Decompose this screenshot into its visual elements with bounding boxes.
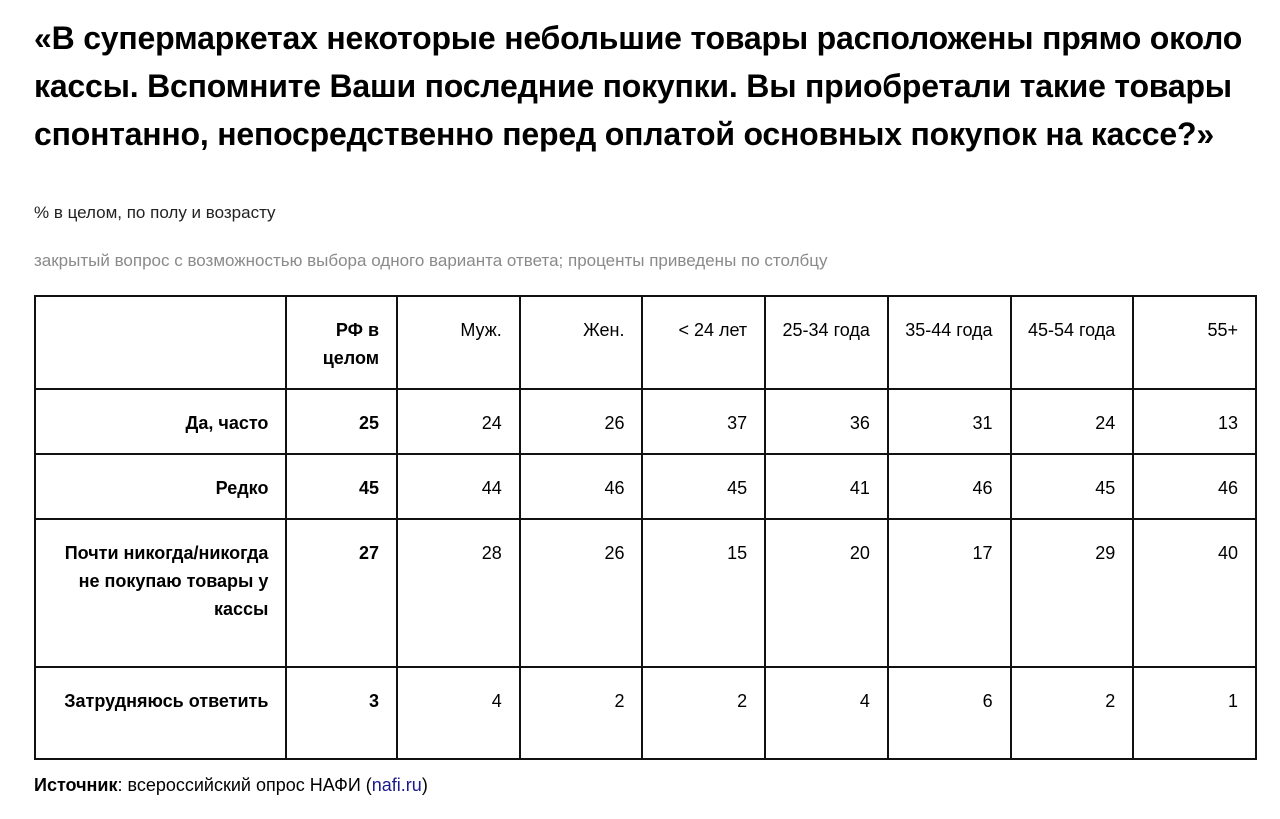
table-cell: 15 <box>642 519 765 667</box>
table-cell: 37 <box>642 389 765 454</box>
table-row <box>35 667 1256 759</box>
page-title: «В супермаркетах некоторые небольшие товары расположены прямо около кассы. Вспомните Ваши последние покупки. Вы приобретали такие товары спонтанно, непосредственно перед оплатой основных покупок на кассе?» <box>34 20 1243 152</box>
table-cell: 46 <box>888 454 1011 519</box>
column-header: 35-44 года <box>888 296 1011 389</box>
table-cell: 1 <box>1133 667 1256 759</box>
row-label: Почти никогда/никогда не покупаю товары у кассы <box>35 519 286 667</box>
table-cell: 6 <box>888 667 1011 759</box>
table-cell: 2 <box>1011 667 1134 759</box>
row-label: Затрудняюсь ответить <box>35 667 286 759</box>
header-row <box>35 296 1256 389</box>
subtitle: % в целом, по полу и возрасту <box>34 203 276 222</box>
table-cell: 17 <box>888 519 1011 667</box>
column-header: 25-34 года <box>765 296 888 389</box>
table-cell: 36 <box>765 389 888 454</box>
table-cell: 2 <box>642 667 765 759</box>
table-cell: 20 <box>765 519 888 667</box>
table-cell: 2 <box>520 667 643 759</box>
table-cell: 27 <box>286 519 397 667</box>
table-cell: 41 <box>765 454 888 519</box>
table-cell: 40 <box>1133 519 1256 667</box>
table-cell: 4 <box>397 667 520 759</box>
table-cell: 45 <box>286 454 397 519</box>
source-label: Источник <box>34 775 118 795</box>
column-header: 45-54 года <box>1011 296 1134 389</box>
table-row <box>35 454 1256 519</box>
table-cell: 26 <box>520 389 643 454</box>
source-link[interactable]: nafi.ru <box>371 775 422 795</box>
table-cell: 31 <box>888 389 1011 454</box>
source-close: ) <box>421 775 428 795</box>
table-cell: 28 <box>397 519 520 667</box>
table-cell: 13 <box>1133 389 1256 454</box>
table-row <box>35 519 1256 667</box>
column-header: < 24 лет <box>642 296 765 389</box>
table-cell: 29 <box>1011 519 1134 667</box>
column-header: Муж. <box>397 296 520 389</box>
table-cell: 24 <box>397 389 520 454</box>
column-header: Жен. <box>520 296 643 389</box>
table-cell: 4 <box>765 667 888 759</box>
table-cell: 46 <box>1133 454 1256 519</box>
table-cell: 26 <box>520 519 643 667</box>
row-label: Редко <box>35 454 286 519</box>
table-cell: 25 <box>286 389 397 454</box>
table-cell: 24 <box>1011 389 1134 454</box>
results-table <box>34 295 1257 760</box>
table-row <box>35 389 1256 454</box>
column-header: РФ в целом <box>286 296 397 389</box>
corner-cell <box>35 296 286 389</box>
row-label: Да, часто <box>35 389 286 454</box>
table-cell: 44 <box>397 454 520 519</box>
table-cell: 45 <box>1011 454 1134 519</box>
table-cell: 45 <box>642 454 765 519</box>
source-text: : всероссийский опрос НАФИ ( <box>117 775 372 795</box>
table-cell: 46 <box>520 454 643 519</box>
question-note: закрытый вопрос с возможностью выбора одного варианта ответа; проценты приведены по столбцу <box>34 251 828 270</box>
table-cell: 3 <box>286 667 397 759</box>
source-line <box>34 775 428 796</box>
column-header: 55+ <box>1133 296 1256 389</box>
